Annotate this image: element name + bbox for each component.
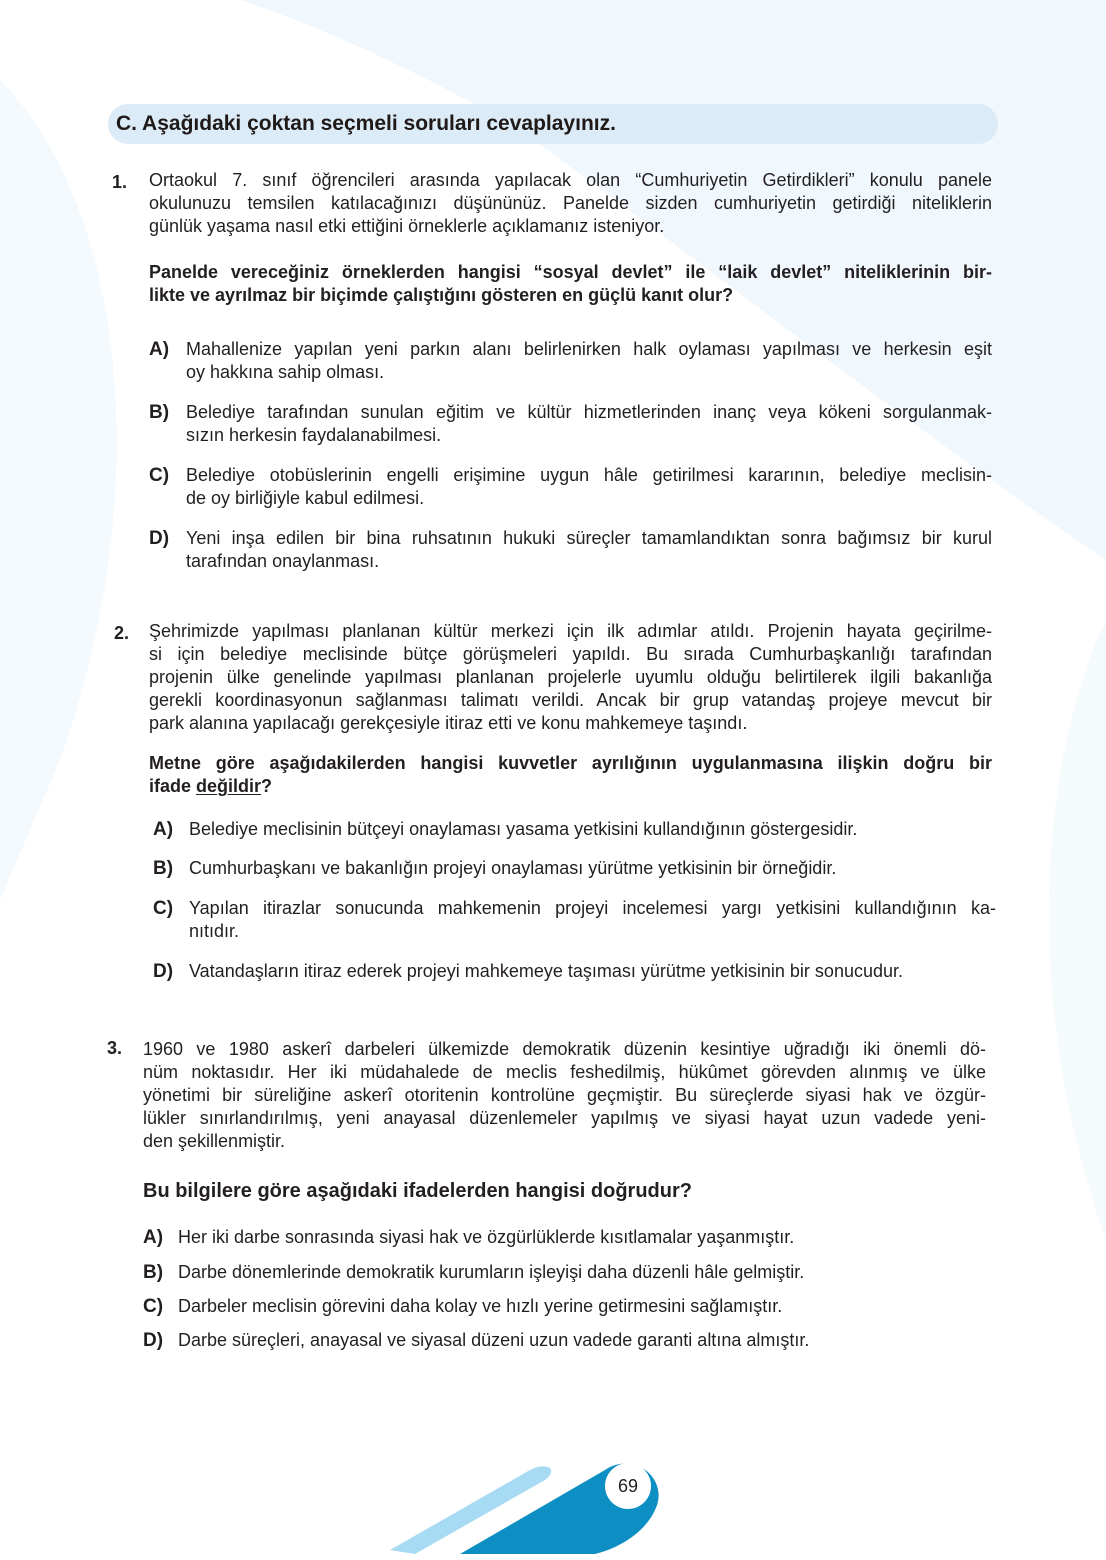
option-letter: B) [143,1262,164,1283]
option-b[interactable] [143,1261,986,1284]
option-letter: D) [143,1330,164,1351]
question-stem [149,169,992,238]
option-text: Yeni inşa edilen bir bina ruhsatının hukuki süreçler tamamlandıktan sonra bağımsız bir kurul [186,528,992,548]
option-b[interactable] [149,401,992,447]
stem-line: yönetimi bir süreliğine askerî otoritenin kontrolüne geçmiştir. Bu süreçlerde siyasi hak ve özgür- [143,1085,986,1105]
stem-line: gerekli koordinasyonun sağlanması talimatı verildi. Ancak bir grup vatandaş projeye mevcut bir [149,690,992,710]
option-text: tarafından onaylanması. [186,551,380,571]
option-text: nıtıdır. [189,921,240,941]
option-c[interactable] [143,1295,986,1318]
question-stem [149,620,992,735]
question-number: 3. [107,1038,123,1058]
option-text: Darbe dönemlerinde demokratik kurumların işleyişi daha düzenli hâle gelmiştir. [178,1262,805,1282]
option-a[interactable] [153,818,996,841]
stem-line: projenin ülke genelinde yapılması planlanan projelerle uyumlu olduğu belirtilerek ilgili bakanlığa [149,667,992,687]
question-prompt [149,261,992,307]
stem-line: okulunuzu temsilen katılacağınızı düşününüz. Panelde sizden cumhuriyetin getirdiği niteliklerin [149,193,992,213]
option-text: Mahallenize yapılan yeni parkın alanı belirlenirken halk oylaması yapılması ve herkesin eşit [186,339,992,359]
option-c[interactable] [149,464,992,510]
question-number: 1. [112,172,128,192]
option-letter: D) [149,528,170,549]
option-text: oy hakkına sahip olması. [186,362,385,382]
option-text: sızın herkesin faydalanabilmesi. [186,425,442,445]
option-text: Belediye meclisinin bütçeyi onaylaması yasama yetkisini kullandığının göstergesidir. [189,819,858,839]
option-d[interactable] [149,527,992,573]
option-letter: C) [153,898,174,919]
option-text: Darbe süreçleri, anayasal ve siyasal düzeni uzun vadede garanti altına almıştır. [178,1330,810,1350]
stem-line: Şehrimizde yapılması planlanan kültür merkezi için ilk adımlar atıldı. Projenin hayata geçirilme- [149,621,992,641]
option-c[interactable] [153,897,996,943]
option-letter: A) [153,819,174,840]
prompt-line: likte ve ayrılmaz bir biçimde çalıştığını gösteren en güçlü kanıt olur? [149,285,734,305]
prompt-line: Panelde vereceğiniz örneklerden hangisi “sosyal devlet” ile “laik devlet” niteliklerinin bir- [149,262,992,282]
page-number: 69 [605,1463,651,1509]
stem-line: günlük yaşama nasıl etki ettiğini örneklerle açıklamanız isteniyor. [149,216,665,236]
section-header [108,104,998,144]
option-letter: C) [143,1296,164,1317]
option-b[interactable] [153,857,996,880]
option-text: Cumhurbaşkanı ve bakanlığın projeyi onaylaması yürütme yetkisinin bir örneğidir. [189,858,837,878]
prompt-line: Bu bilgilere göre aşağıdaki ifadelerden hangisi doğrudur? [143,1180,692,1202]
option-a[interactable] [149,338,992,384]
stem-line: lükler sınırlandırılmış, yeni anayasal düzenlemeler yapılmış ve siyasi hayat uzun vadede yeni- [143,1108,986,1128]
option-d[interactable] [143,1329,986,1352]
option-letter: A) [143,1227,164,1248]
section-title: C. Aşağıdaki çoktan seçmeli soruları cevaplayınız. [116,112,616,135]
stem-line: park alanına yapılacağı gerekçesiyle itiraz etti ve konu mahkemeye taşındı. [149,713,748,733]
option-text: de oy birliğiyle kabul edilmesi. [186,488,425,508]
stem-line: nüm noktasıdır. Her iki müdahalede de meclis feshedilmiş, hükûmet görevden alınmış ve ülke [143,1062,986,1082]
option-letter: A) [149,339,170,360]
question-stem [143,1038,986,1153]
option-text: Darbeler meclisin görevini daha kolay ve hızlı yerine getirmesini sağlamıştır. [178,1296,783,1316]
prompt-line: ifade değildir? [149,776,273,796]
question-number: 2. [114,623,130,643]
negation-word: değildir [196,776,262,796]
stem-line: Ortaokul 7. sınıf öğrencileri arasında yapılacak olan “Cumhuriyetin Getirdikleri” konulu panele [149,170,992,190]
option-letter: B) [153,858,174,879]
option-a[interactable] [143,1226,986,1249]
prompt-line: Metne göre aşağıdakilerden hangisi kuvvetler ayrılığının uygulanmasına ilişkin doğru bir [149,753,992,773]
option-text: Belediye tarafından sunulan eğitim ve kültür hizmetlerinden inanç veya kökeni sorgulanmak- [186,402,992,422]
option-text: Her iki darbe sonrasında siyasi hak ve özgürlüklerde kısıtlamalar yaşanmıştır. [178,1227,795,1247]
option-text: Belediye otobüslerinin engelli erişimine uygun hâle getirilmesi kararının, belediye meclisin- [186,465,992,485]
option-letter: B) [149,402,170,423]
stem-line: si için belediye meclisinde bütçe görüşmeleri yapıldı. Bu sırada Cumhurbaşkanlığı tarafından [149,644,992,664]
option-letter: D) [153,961,174,982]
option-letter: C) [149,465,170,486]
stem-line: 1960 ve 1980 askerî darbeleri ülkemizde demokratik düzenin kesintiye uğradığı iki önemli dö- [143,1039,986,1059]
stem-line: den şekillenmiştir. [143,1131,286,1151]
question-prompt [143,1179,986,1203]
option-text: Vatandaşların itiraz ederek projeyi mahkemeye taşıması yürütme yetkisinin bir sonucudur. [189,961,903,981]
question-prompt [149,752,992,798]
option-text: Yapılan itirazlar sonucunda mahkemenin projeyi incelemesi yargı yetkisini kullandığının ka- [189,898,996,918]
option-d[interactable] [153,960,996,983]
